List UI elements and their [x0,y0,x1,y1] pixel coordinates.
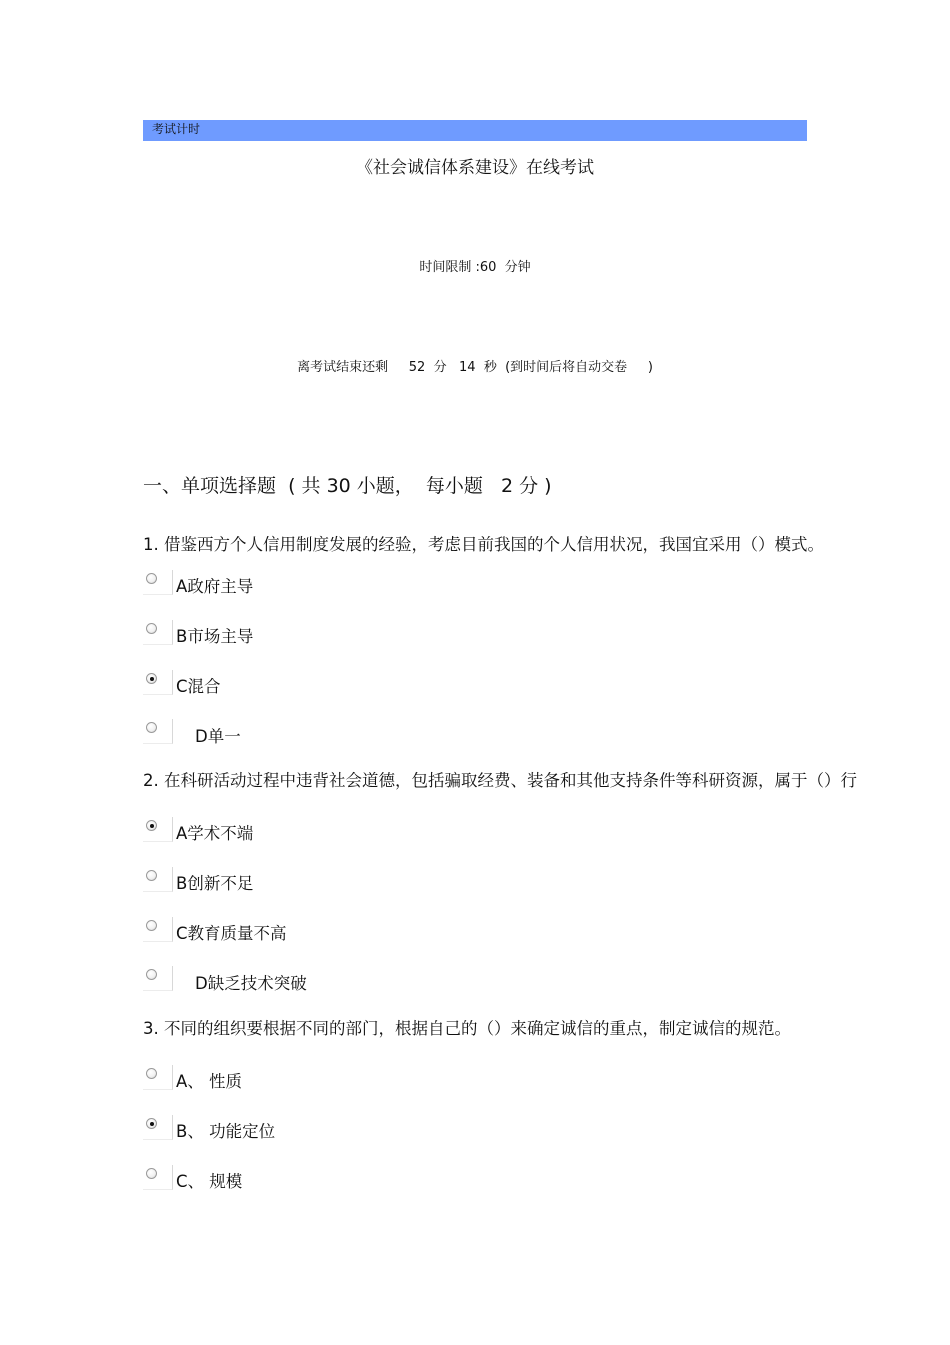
time-limit: 时间限制 :60 分钟 [419,260,531,275]
radio-button-unchecked[interactable] [146,1168,157,1179]
timer-bar-label: 考试计时 [152,122,201,136]
countdown-minutes-unit: 分 [433,360,447,375]
question-1-option-b[interactable] [143,623,443,653]
option-label: B市场主导 [176,627,254,646]
option-label: D单一 [195,727,241,746]
question-1-text: 1. 借鉴西方个人信用制度发展的经验，考虑目前我国的个人信用状况，我国宜采用（）模式。 [143,535,824,554]
option-label: A学术不端 [176,824,254,843]
countdown-minutes: 52 [408,360,426,375]
radio-dot-icon [150,1122,154,1126]
option-label: C教育质量不高 [176,924,287,943]
radio-button-unchecked[interactable] [146,870,157,881]
question-3-option-c[interactable] [143,1168,443,1198]
countdown-suffix: (到时间后将自动交卷 ) [505,360,653,375]
question-1-option-c[interactable] [143,673,443,703]
countdown-seconds-unit: 秒 [483,360,497,375]
radio-dot-icon [150,677,154,681]
option-label: A、 性质 [176,1072,243,1091]
question-2-text: 2. 在科研活动过程中违背社会道德，包括骗取经费、装备和其他支持条件等科研资源，属于（）行 [143,771,857,790]
question-1-option-a[interactable] [143,573,443,603]
option-label: D缺乏技术突破 [195,974,307,993]
exam-title: 《社会诚信体系建设》在线考试 [356,158,594,178]
option-label: A政府主导 [176,577,254,596]
countdown [0,360,950,376]
radio-dot-icon [150,824,154,828]
radio-button-unchecked[interactable] [146,1068,157,1079]
question-2-option-b[interactable] [143,870,443,900]
radio-button-unchecked[interactable] [146,969,157,980]
option-label: B创新不足 [176,874,254,893]
radio-button-unchecked[interactable] [146,722,157,733]
exam-timer-bar [143,120,807,141]
question-2-option-d[interactable] [143,969,443,999]
option-label: C、 规模 [176,1172,243,1191]
question-3-option-a[interactable] [143,1068,443,1098]
question-2-option-a[interactable] [143,820,443,850]
question-2-option-c[interactable] [143,920,443,950]
radio-button-checked[interactable] [146,820,157,831]
question-3-option-b[interactable] [143,1118,443,1148]
countdown-seconds: 14 [459,360,476,375]
radio-button-unchecked[interactable] [146,623,157,634]
option-label: B、 功能定位 [176,1122,276,1141]
radio-button-checked[interactable] [146,1118,157,1129]
option-label: C混合 [176,677,221,696]
radio-button-unchecked[interactable] [146,573,157,584]
countdown-prefix: 离考试结束还剩 [297,360,389,375]
radio-button-checked[interactable] [146,673,157,684]
radio-button-unchecked[interactable] [146,920,157,931]
section-heading: 一、单项选择题 ( 共 30 小题， 每小题 2 分 ) [143,475,552,497]
question-1-option-d[interactable] [143,722,443,752]
question-3-text: 3. 不同的组织要根据不同的部门，根据自己的（）来确定诚信的重点，制定诚信的规范。 [143,1019,791,1038]
